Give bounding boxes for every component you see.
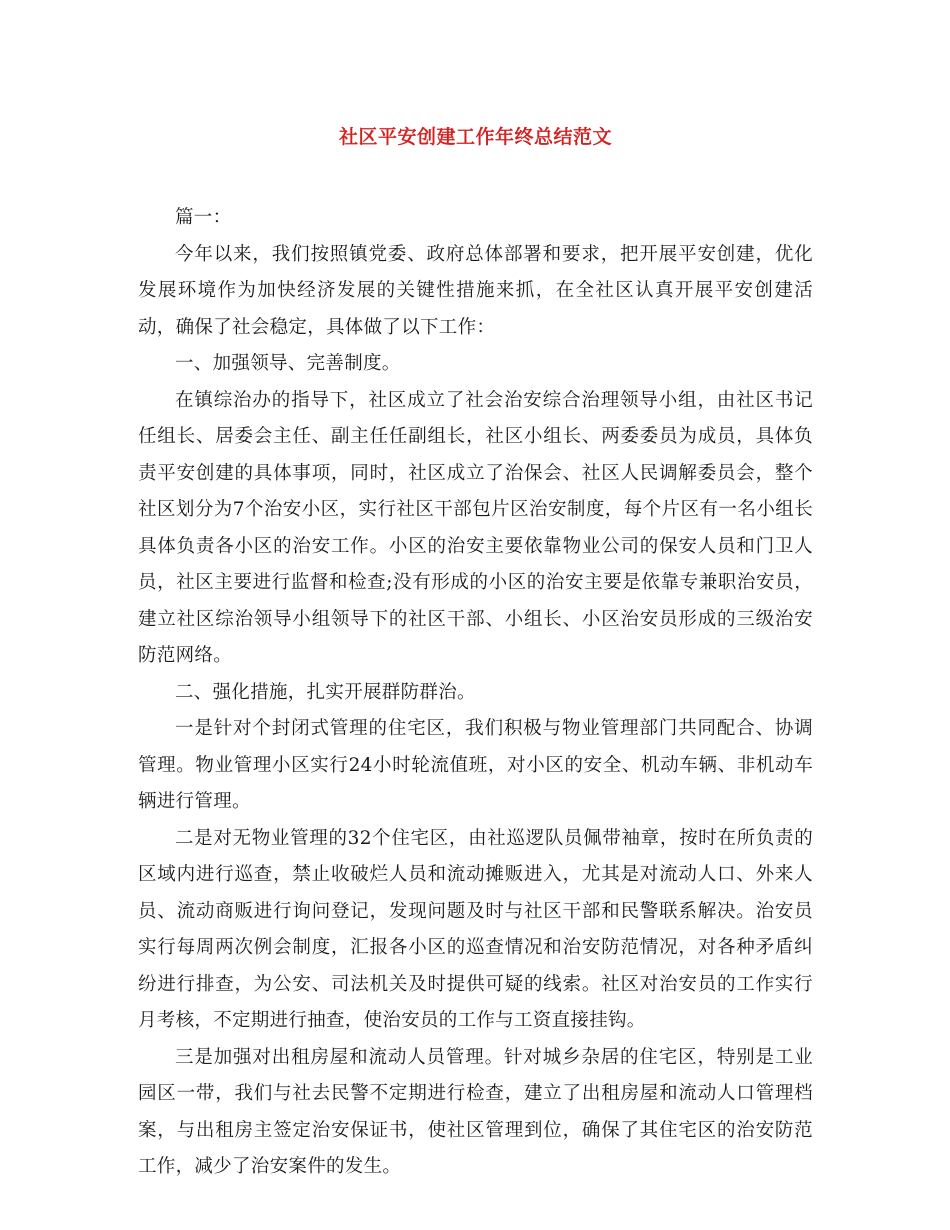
intro-paragraph: 今年以来，我们按照镇党委、政府总体部署和要求，把开展平安创建，优化发展环境作为加快经济发展的关键性措施来抓，在全社区认真开展平安创建活动，确保了社会稳定，具体做了以下工作：	[138, 243, 813, 338]
rental-paragraph: 三是加强对出租房屋和流动人员管理。针对城乡杂居的住宅区，特别是工业园区一带，我们与社去民警不定期进行检查，建立了出租房屋和流动人口管理档案，与出租房主签定治安保证书，使社区管理到位，确保了其住宅区的治安防范工作，减少了治安案件的发生。	[138, 1046, 813, 1177]
closed-area-paragraph: 一是针对个封闭式管理的住宅区，我们积极与物业管理部门共同配合、协调管理。物业管理小区实行24小时轮流值班，对小区的安全、机动车辆、非机动车辆进行管理。	[138, 718, 813, 812]
heading-two: 二、强化措施，扎实开展群防群治。	[175, 681, 476, 703]
heading-one: 一、加强领导、完善制度。	[175, 353, 401, 374]
section-label: 篇一：	[175, 207, 232, 228]
document-title: 社区平安创建工作年终总结范文	[338, 126, 612, 148]
document-body	[138, 200, 813, 1186]
patrol-paragraph: 二是对无物业管理的32个住宅区，由社巡逻队员佩带袖章，按时在所负责的区域内进行巡查，禁止收破烂人员和流动摊贩进入，尤其是对流动人口、外来人员、流动商贩进行询问登记，发现问题及时与社区干部和民警联系解决。治安员实行每周两次例会制度，汇报各小区的巡查情况和治安防范情况，对各种矛盾纠纷进行排查，为公安、司法机关及时提供可疑的线索。社区对治安员的工作实行月考核，不定期进行抽查，使治安员的工作与工资直接挂钩。	[138, 827, 813, 1031]
document-page	[138, 118, 813, 1186]
leadership-paragraph: 在镇综治办的指导下，社区成立了社会治安综合治理领导小组，由社区书记任组长、居委会主任、副主任任副组长，社区小组长、两委委员为成员，具体负责平安创建的具体事项，同时，社区成立了治保会、社区人民调解委员会，整个社区划分为7个治安小区，实行社区干部包片区治安制度，每个片区有一名小组长具体负责各小区的治安工作。小区的治安主要依靠物业公司的保安人员和门卫人员，社区主要进行监督和检查;没有形成的小区的治安主要是依靠专兼职治安员，建立社区综治领导小组领导下的社区干部、小组长、小区治安员形成的三级治安防范网络。	[138, 389, 813, 666]
